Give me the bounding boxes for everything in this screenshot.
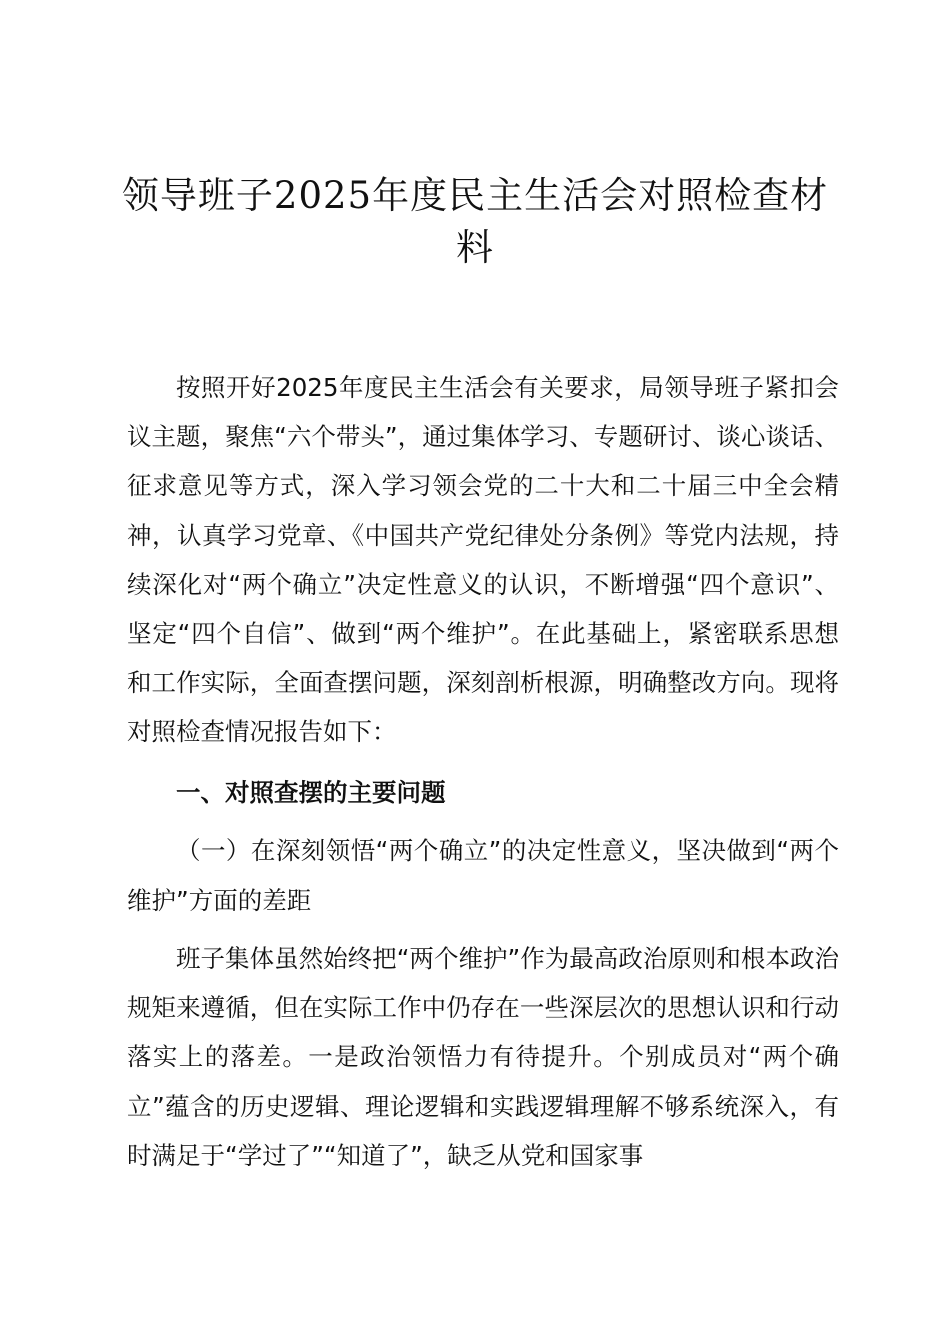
intro-paragraph: 按照开好2025年度民主生活会有关要求，局领导班子紧扣会议主题，聚焦“六个带头”，通过集体学习、专题研讨、谈心谈话、征求意见等方式，深入学习领会党的二十大和二十届三中全会精神，认真学习党章、《中国共产党纪律处分条例》等党内法规，持续深化对“两个确立”决定性意义的认识，不断增强“四个意识”、坚定“四个自信”、做到“两个维护”。在此基础上，紧密联系思想和工作实际，全面查摆问题，深刻剖析根源，明确整改方向。现将对照检查情况报告如下：	[127, 373, 839, 747]
section-heading: 一、对照查摆的主要问题	[176, 778, 446, 807]
document-title: 领导班子2025年度民主生活会对照检查材料	[121, 174, 829, 269]
body-paragraph: 班子集体虽然始终把“两个维护”作为最高政治原则和根本政治规矩来遵循，但在实际工作中仍存在一些深层次的思想认识和行动落实上的落差。一是政治领悟力有待提升。个别成员对“两个确立”蕴含的历史逻辑、理论逻辑和实践逻辑理解不够系统深入，有时满足于“学过了”“知道了”，缺乏从党和国家事	[127, 944, 839, 1170]
subsection-heading: （一）在深刻领悟“两个确立”的决定性意义，坚决做到“两个维护”方面的差距	[127, 836, 839, 915]
